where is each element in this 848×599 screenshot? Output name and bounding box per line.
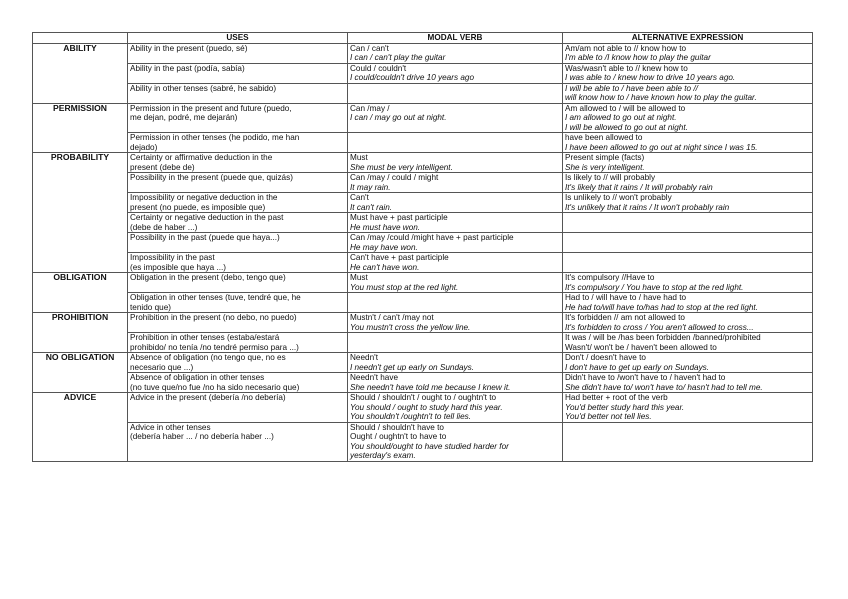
expression-text: Permission in other tenses (he podido, me han: [130, 133, 300, 142]
example-sentence: He may have won.: [350, 242, 418, 252]
alternative-expression-cell: [563, 173, 813, 193]
uses-cell: [128, 103, 348, 133]
expression-text: Can /may /: [350, 103, 390, 113]
header-alternative-expression: ALTERNATIVE EXPRESSION: [563, 33, 813, 44]
expression-text: Is likely to // will probably: [565, 173, 656, 182]
alternative-expression-cell: [563, 63, 813, 83]
expression-text: dejado): [130, 142, 158, 152]
modal-verb-cell: [348, 253, 563, 273]
table-header-row: [33, 33, 813, 44]
uses-cell: [128, 83, 348, 103]
uses-cell: [128, 353, 348, 373]
expression-text: necesario que ...): [130, 362, 194, 372]
expression-text: (es imposible que haya ...): [130, 262, 227, 272]
modal-verb-cell: [348, 233, 563, 253]
alternative-expression-cell: [563, 422, 813, 461]
example-sentence: You should/ought to have studied harder for: [350, 441, 509, 451]
example-sentence: I'm able to /I know how to play the guitar: [565, 53, 711, 62]
modal-verb-cell: [348, 63, 563, 83]
table-row: [33, 333, 813, 353]
category-cell: ABILITY: [33, 43, 128, 103]
table-row: [33, 63, 813, 83]
uses-cell: [128, 193, 348, 213]
uses-cell: [128, 253, 348, 273]
header-blank: [33, 33, 128, 44]
table-row: [33, 193, 813, 213]
expression-text: Prohibition in other tenses (estaba/estará: [130, 333, 280, 342]
alternative-expression-cell: [563, 273, 813, 293]
example-sentence: He must have won.: [350, 222, 421, 232]
example-sentence: I will be able to / have been able to //: [565, 83, 698, 93]
example-sentence: You'd better not tell lies.: [565, 412, 652, 421]
uses-cell: [128, 373, 348, 393]
example-sentence: I was able to / knew how to drive 10 years ago.: [565, 73, 736, 82]
expression-text: Absence of obligation (no tengo que, no es: [130, 353, 286, 362]
modal-verb-cell: [348, 273, 563, 293]
modal-verb-cell: [348, 193, 563, 213]
example-sentence: yesterday's exam.: [350, 451, 416, 460]
expression-text: Impossibility or negative deduction in the: [130, 193, 278, 202]
modal-verb-cell: [348, 173, 563, 193]
expression-text: Had better + root of the verb: [565, 393, 668, 402]
alternative-expression-cell: [563, 213, 813, 233]
expression-text: It's forbidden // am not allowed to: [565, 313, 685, 322]
table-row: [33, 43, 813, 63]
expression-text: Should / shouldn't / ought to / oughtn't to: [350, 393, 497, 402]
expression-text: Ought / oughtn't to have to: [350, 432, 447, 441]
alternative-expression-cell: [563, 253, 813, 273]
table-row: [33, 173, 813, 193]
modal-verb-cell: [348, 153, 563, 173]
example-sentence: I have been allowed to go out at night since I was 15.: [565, 142, 758, 152]
expression-text: prohibido/ no tenía /no tendré permiso para ...): [130, 342, 299, 352]
uses-cell: [128, 43, 348, 63]
expression-text: Must have + past participle: [350, 213, 448, 222]
modal-verb-cell: [348, 83, 563, 103]
expression-text: Ability in other tenses (sabré, he sabido): [130, 83, 277, 93]
modal-verb-cell: [348, 213, 563, 233]
uses-cell: [128, 63, 348, 83]
expression-text: Should / shouldn't have to: [350, 422, 444, 432]
expression-text: Can /may /could /might have + past participle: [350, 233, 514, 242]
expression-text: It was / will be /has been forbidden /banned/prohibited: [565, 333, 761, 342]
table-row: [33, 293, 813, 313]
uses-cell: [128, 393, 348, 423]
example-sentence: It's compulsory / You have to stop at the red light.: [565, 282, 744, 292]
alternative-expression-cell: [563, 103, 813, 133]
modal-verbs-table: [32, 32, 813, 462]
expression-text: (debería haber ... / no debería haber ...): [130, 432, 274, 441]
example-sentence: You'd better study hard this year.: [565, 402, 685, 412]
alternative-expression-cell: [563, 83, 813, 103]
alternative-expression-cell: [563, 193, 813, 213]
category-cell: PROHIBITION: [33, 313, 128, 353]
expression-text: Advice in the present (debería /no debería): [130, 393, 286, 402]
table-row: [33, 422, 813, 461]
alternative-expression-cell: [563, 393, 813, 423]
expression-text: Needn't have: [350, 373, 398, 382]
example-sentence: will know how to / have known how to play the guitar.: [565, 93, 757, 102]
alternative-expression-cell: [563, 153, 813, 173]
table-body: [33, 43, 813, 461]
modal-verb-cell: [348, 133, 563, 153]
alternative-expression-cell: [563, 373, 813, 393]
example-sentence: I will be allowed to go out at night.: [565, 122, 688, 132]
example-sentence: It's unlikely that it rains / It won't probably rain: [565, 202, 730, 212]
modal-verb-cell: [348, 313, 563, 333]
category-cell: NO OBLIGATION: [33, 353, 128, 393]
expression-text: Didn't have to /won't have to / haven't had to: [565, 373, 726, 382]
table-row: [33, 273, 813, 293]
expression-text: Can't: [350, 193, 369, 202]
expression-text: Am/am not able to // know how to: [565, 43, 687, 53]
uses-cell: [128, 233, 348, 253]
expression-text: Am allowed to / will be allowed to: [565, 103, 686, 113]
category-cell: OBLIGATION: [33, 273, 128, 313]
table-row: [33, 83, 813, 103]
expression-text: Had to / will have to / have had to: [565, 293, 687, 302]
table-row: [33, 103, 813, 133]
example-sentence: I can / may go out at night.: [350, 113, 447, 122]
uses-cell: [128, 273, 348, 293]
expression-text: Don't / doesn't have to: [565, 353, 646, 362]
expression-text: Certainty or negative deduction in the past: [130, 213, 284, 222]
example-sentence: You must stop at the red light.: [350, 282, 459, 292]
alternative-expression-cell: [563, 353, 813, 373]
modal-verb-cell: [348, 422, 563, 461]
table-row: [33, 253, 813, 273]
expression-text: present (no puede, es imposible que): [130, 202, 266, 212]
example-sentence: She is very intelligent.: [565, 162, 645, 172]
modal-verb-cell: [348, 333, 563, 353]
expression-text: Could / couldn't: [350, 63, 407, 73]
category-cell: PROBABILITY: [33, 153, 128, 273]
table-row: [33, 393, 813, 423]
table-row: [33, 233, 813, 253]
example-sentence: It's forbidden to cross / You aren't allowed to cross...: [565, 322, 754, 332]
expression-text: me dejan, podré, me dejarán): [130, 113, 238, 122]
expression-text: present (debe de): [130, 162, 195, 172]
expression-text: Prohibition in the present (no debo, no puedo): [130, 313, 297, 322]
example-sentence: It's likely that it rains / It will probably rain: [565, 182, 713, 192]
example-sentence: She didn't have to/ won't have to/ hasn't had to tell me.: [565, 382, 763, 392]
expression-text: tenido que): [130, 302, 171, 312]
expression-text: Obligation in the present (debo, tengo que): [130, 273, 286, 282]
expression-text: Advice in other tenses: [130, 422, 211, 432]
modal-verb-cell: [348, 103, 563, 133]
example-sentence: It may rain.: [350, 182, 391, 192]
expression-text: Wasn't/ won't be / haven't been allowed to: [565, 342, 717, 352]
example-sentence: He can't have won.: [350, 262, 420, 272]
example-sentence: I could/couldn't drive 10 years ago: [350, 73, 474, 82]
expression-text: It's compulsory //Have to: [565, 273, 655, 282]
uses-cell: [128, 333, 348, 353]
modal-verb-cell: [348, 353, 563, 373]
uses-cell: [128, 173, 348, 193]
table-row: [33, 313, 813, 333]
header-uses: USES: [128, 33, 348, 44]
expression-text: Was/wasn't able to // knew how to: [565, 63, 688, 73]
alternative-expression-cell: [563, 313, 813, 333]
alternative-expression-cell: [563, 333, 813, 353]
example-sentence: She needn't have told me because I knew it.: [350, 382, 511, 392]
expression-text: Possibility in the present (puede que, quizás): [130, 173, 293, 182]
example-sentence: You shouldn't /oughtn't to tell lies.: [350, 412, 472, 421]
table-row: [33, 353, 813, 373]
expression-text: Must: [350, 153, 368, 162]
expression-text: Is unlikely to // won't probably: [565, 193, 672, 202]
table-row: [33, 213, 813, 233]
alternative-expression-cell: [563, 233, 813, 253]
table-row: [33, 133, 813, 153]
alternative-expression-cell: [563, 293, 813, 313]
expression-text: Mustn't / can't /may not: [350, 313, 434, 322]
expression-text: Possibility in the past (puede que haya...): [130, 233, 280, 242]
expression-text: Can't have + past participle: [350, 253, 449, 262]
expression-text: Impossibility in the past: [130, 253, 215, 262]
expression-text: Ability in the past (podía, sabía): [130, 63, 245, 73]
header-modal-verb: MODAL VERB: [348, 33, 563, 44]
uses-cell: [128, 133, 348, 153]
example-sentence: I needn't get up early on Sundays.: [350, 362, 475, 372]
expression-text: (debe de haber ...): [130, 222, 198, 232]
example-sentence: I don't have to get up early on Sundays.: [565, 362, 710, 372]
example-sentence: He had to/will have to/has had to stop at the red light.: [565, 302, 758, 312]
uses-cell: [128, 153, 348, 173]
uses-cell: [128, 422, 348, 461]
example-sentence: I am allowed to go out at night.: [565, 113, 677, 122]
alternative-expression-cell: [563, 43, 813, 63]
expression-text: Certainty or affirmative deduction in the: [130, 153, 273, 162]
example-sentence: You should / ought to study hard this year.: [350, 402, 503, 412]
expression-text: (no tuve que/no fue /no ha sido necesario que): [130, 382, 300, 392]
expression-text: Obligation in other tenses (tuve, tendré que, he: [130, 293, 301, 302]
example-sentence: I can / can't play the guitar: [350, 53, 446, 62]
expression-text: Present simple (facts): [565, 153, 645, 162]
expression-text: Must: [350, 273, 368, 282]
expression-text: Can / can't: [350, 43, 389, 53]
expression-text: have been allowed to: [565, 133, 643, 142]
uses-cell: [128, 313, 348, 333]
expression-text: Can /may / could / might: [350, 173, 439, 182]
category-cell: ADVICE: [33, 393, 128, 462]
example-sentence: She must be very intelligent.: [350, 162, 453, 172]
table-row: [33, 373, 813, 393]
modal-verb-cell: [348, 393, 563, 423]
expression-text: Ability in the present (puedo, sé): [130, 43, 248, 53]
expression-text: Permission in the present and future (puedo,: [130, 103, 292, 113]
example-sentence: It can't rain.: [350, 202, 393, 212]
alternative-expression-cell: [563, 133, 813, 153]
expression-text: Needn't: [350, 353, 378, 362]
example-sentence: You mustn't cross the yellow line.: [350, 322, 471, 332]
expression-text: Absence of obligation in other tenses: [130, 373, 265, 382]
uses-cell: [128, 213, 348, 233]
category-cell: PERMISSION: [33, 103, 128, 153]
uses-cell: [128, 293, 348, 313]
table-row: [33, 153, 813, 173]
modal-verb-cell: [348, 293, 563, 313]
modal-verb-cell: [348, 373, 563, 393]
modal-verb-cell: [348, 43, 563, 63]
